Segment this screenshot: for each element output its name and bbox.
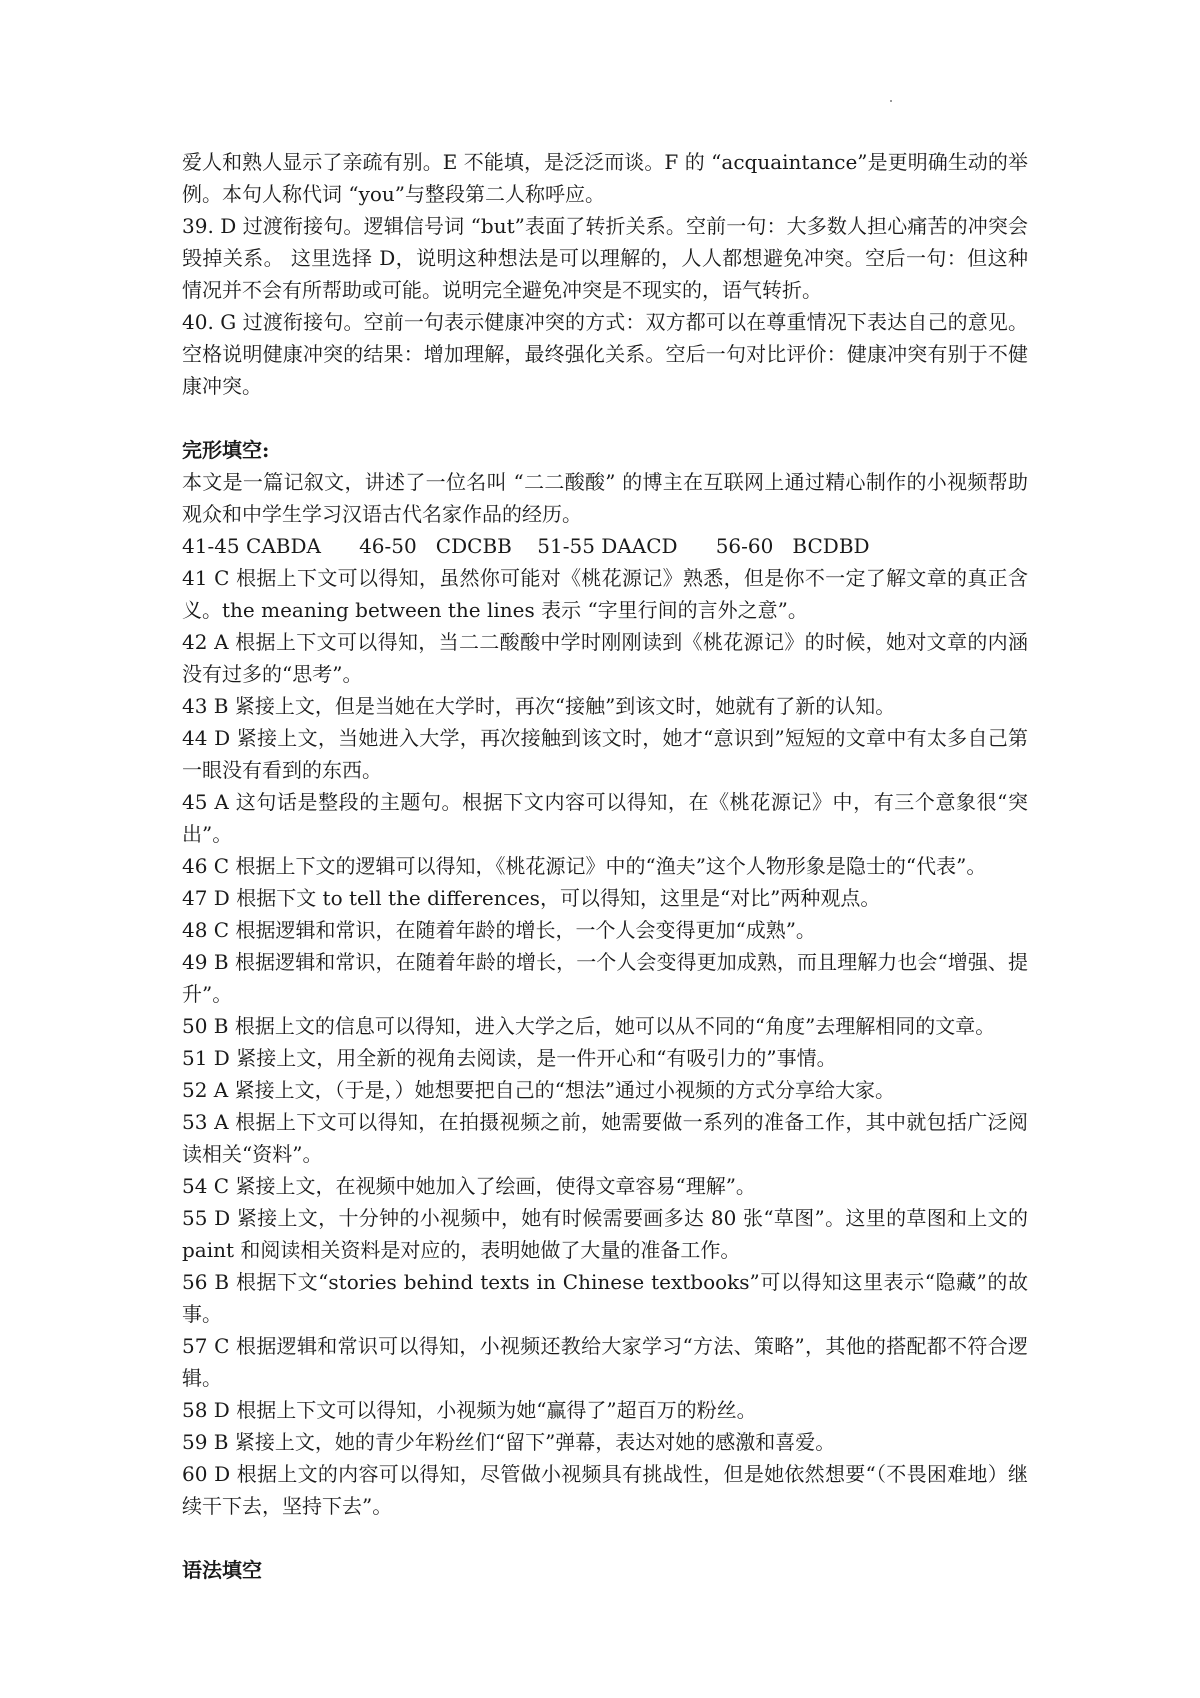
cloze-item-53: 53 A 根据上下文可以得知，在拍摄视频之前，她需要做一系列的准备工作，其中就包括广泛阅读相关“资料”。 (182, 1110, 1028, 1166)
cloze-item-49: 49 B 根据逻辑和常识，在随着年龄的增长，一个人会变得更加成熟，而且理解力也会“增强、提升”。 (182, 950, 1028, 1006)
section-spacer (182, 1522, 1028, 1554)
cloze-item-57: 57 C 根据逻辑和常识可以得知，小视频还教给大家学习“方法、策略”，其他的搭配都不符合逻辑。 (182, 1334, 1028, 1390)
cloze-item-46: 46 C 根据上下文的逻辑可以得知，《桃花源记》中的“渔夫”这个人物形象是隐士的“代表”。 (182, 854, 987, 878)
reading-explanation-40: 40. G 过渡衔接句。空前一句表示健康冲突的方式：双方都可以在尊重情况下表达自己的意见。空格说明健康冲突的结果：增加理解，最终强化关系。空后一句对比评价：健康冲突有别于不健康冲突。 (182, 310, 1028, 398)
cloze-intro: 本文是一篇记叙文，讲述了一位名叫 “二二酸酸” 的博主在互联网上通过精心制作的小视频帮助观众和中学生学习汉语古代名家作品的经历。 (182, 470, 1028, 526)
cloze-item-47: 47 D 根据下文 to tell the differences，可以得知，这里是“对比”两种观点。 (182, 886, 881, 910)
section-spacer (182, 402, 1028, 434)
cloze-item-56: 56 B 根据下文“stories behind texts in Chinese textbooks”可以得知这里表示“隐藏”的故事。 (182, 1270, 1028, 1326)
cloze-item-55: 55 D 紧接上文，十分钟的小视频中，她有时候需要画多达 80 张“草图”。这里的草图和上文的 paint 和阅读相关资料是对应的，表明她做了大量的准备工作。 (182, 1206, 1028, 1262)
grammar-heading: 语法填空 (182, 1558, 262, 1582)
cloze-item-48: 48 C 根据逻辑和常识，在随着年龄的增长，一个人会变得更加“成熟”。 (182, 918, 816, 942)
cloze-item-42: 42 A 根据上下文可以得知，当二二酸酸中学时刚刚读到《桃花源记》的时候，她对文章的内涵没有过多的“思考”。 (182, 630, 1028, 686)
cloze-item-50: 50 B 根据上文的信息可以得知，进入大学之后，她可以从不同的“角度”去理解相同的文章。 (182, 1014, 996, 1038)
cloze-item-44: 44 D 紧接上文，当她进入大学，再次接触到该文时，她才“意识到”短短的文章中有太多自己第一眼没有看到的东西。 (182, 726, 1028, 782)
scan-speck (890, 100, 892, 102)
cloze-item-60: 60 D 根据上文的内容可以得知，尽管做小视频具有挑战性，但是她依然想要“（不畏困难地）继续干下去，坚持下去”。 (182, 1462, 1028, 1518)
cloze-item-59: 59 B 紧接上文，她的青少年粉丝们“留下”弹幕，表达对她的感激和喜爱。 (182, 1430, 836, 1454)
cloze-item-51: 51 D 紧接上文，用全新的视角去阅读，是一件开心和“有吸引力的”事情。 (182, 1046, 837, 1070)
cloze-item-45: 45 A 这句话是整段的主题句。根据下文内容可以得知，在《桃花源记》中，有三个意象很“突出”。 (182, 790, 1028, 846)
cloze-item-54: 54 C 紧接上文，在视频中她加入了绘画，使得文章容易“理解”。 (182, 1174, 756, 1198)
cloze-heading: 完形填空: (182, 438, 270, 462)
reading-explanation-38-tail: 爱人和熟人显示了亲疏有别。E 不能填，是泛泛而谈。F 的 “acquaintance”是更明确生动的举例。本句人称代词 “you”与整段第二人称呼应。 (182, 150, 1028, 206)
cloze-item-52: 52 A 紧接上文，（于是，）她想要把自己的“想法”通过小视频的方式分享给大家。 (182, 1078, 896, 1102)
cloze-item-58: 58 D 根据上下文可以得知，小视频为她“赢得了”超百万的粉丝。 (182, 1398, 757, 1422)
cloze-item-41: 41 C 根据上下文可以得知，虽然你可能对《桃花源记》熟悉，但是你不一定了解文章的真正含义。the meaning between the lines 表示 “字里行间的言外之意”。 (182, 566, 1028, 622)
answer-key-page (182, 146, 1028, 1586)
cloze-item-43: 43 B 紧接上文，但是当她在大学时，再次“接触”到该文时，她就有了新的认知。 (182, 694, 896, 718)
cloze-answer-key: 41-45 CABDA 46-50 CDCBB 51-55 DAACD 56-60 BCDBD (182, 534, 870, 558)
reading-explanation-39: 39. D 过渡衔接句。逻辑信号词 “but”表面了转折关系。空前一句：大多数人担心痛苦的冲突会毁掉关系。 这里选择 D，说明这种想法是可以理解的，人人都想避免冲突。空后一句：但这种情况并不会有所帮助或可能。说明完全避免冲突是不现实的，语气转折。 (182, 214, 1028, 302)
